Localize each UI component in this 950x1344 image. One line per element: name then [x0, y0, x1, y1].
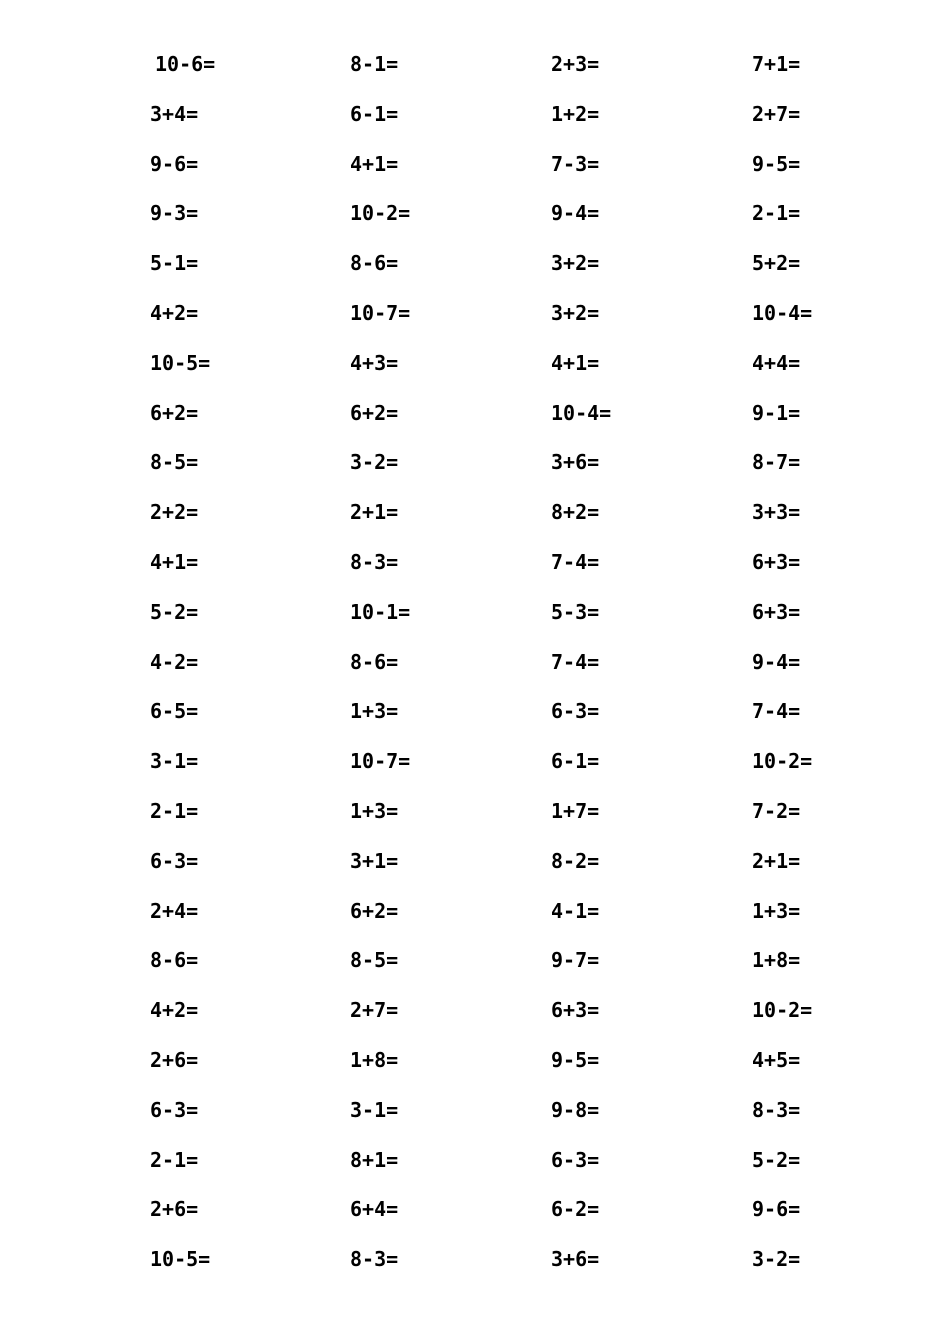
math-problem: 4+1=: [150, 550, 199, 574]
math-problem: 9-5=: [752, 151, 801, 176]
math-problem: 7-4=: [752, 699, 801, 724]
math-problem: 7-4=: [551, 550, 600, 574]
math-problem: 8-6=: [150, 948, 199, 973]
math-problem: 1+8=: [752, 948, 801, 973]
math-problem: 6+2=: [350, 400, 399, 425]
math-problem: 8+1=: [350, 1147, 399, 1172]
math-problem: 2+4=: [150, 898, 199, 923]
math-problem: 4+5=: [752, 1048, 801, 1072]
math-problem: 5-2=: [150, 599, 199, 624]
math-problem: 7-2=: [752, 799, 801, 823]
math-problem: 9-6=: [150, 151, 199, 176]
math-problem: 3-2=: [752, 1247, 801, 1272]
math-problem: 9-7=: [551, 948, 600, 973]
math-problem: 9-4=: [752, 649, 801, 674]
math-problem: 4-1=: [551, 898, 600, 923]
math-problem: 5+2=: [752, 251, 801, 276]
math-problem: 5-2=: [752, 1147, 801, 1172]
math-problem: 8-5=: [150, 450, 199, 475]
math-problem: 7+1=: [752, 52, 801, 76]
math-problem: 6+3=: [752, 599, 801, 624]
math-problem: 3+3=: [752, 500, 801, 525]
math-problem: 9-5=: [551, 1048, 600, 1072]
math-problem: 4+3=: [350, 350, 399, 375]
math-problem: 1+3=: [752, 898, 801, 923]
math-problem: 4+2=: [150, 301, 199, 325]
math-problem: 10-7=: [350, 301, 411, 325]
math-problem: 2-1=: [150, 1147, 199, 1172]
math-problem: 3+6=: [551, 1247, 600, 1272]
math-problem: 7-4=: [551, 649, 600, 674]
math-problem: 8+2=: [551, 500, 600, 525]
math-problem: 6-3=: [150, 1097, 199, 1122]
math-problem: 1+3=: [350, 699, 399, 724]
math-problem: 8-7=: [752, 450, 801, 475]
math-problem: 3-1=: [350, 1097, 399, 1122]
math-problem: 4-2=: [150, 649, 199, 674]
math-problem: 2-1=: [752, 201, 801, 226]
math-problem: 7-3=: [551, 151, 600, 176]
math-problem: 10-4=: [551, 400, 612, 425]
math-problem: 8-3=: [350, 550, 399, 574]
math-problem: 2+1=: [350, 500, 399, 525]
math-problem: 9-4=: [551, 201, 600, 226]
math-problem: 3+6=: [551, 450, 600, 475]
math-problem: 10-5=: [150, 350, 211, 375]
math-problem: 4+2=: [150, 998, 199, 1023]
math-problem: 2+6=: [150, 1048, 199, 1072]
math-problem: 6-5=: [150, 699, 199, 724]
math-problem: 1+2=: [551, 101, 600, 126]
math-problem: 10-6=: [155, 52, 216, 76]
math-problem: 8-6=: [350, 649, 399, 674]
math-problem: 3+2=: [551, 301, 600, 325]
math-problem: 3+2=: [551, 251, 600, 276]
math-problem: 9-6=: [752, 1197, 801, 1222]
math-problem: 6+3=: [752, 550, 801, 574]
math-problem: 1+7=: [551, 799, 600, 823]
math-problem: 8-3=: [752, 1097, 801, 1122]
math-problem: 6-3=: [551, 699, 600, 724]
math-problem: 8-5=: [350, 948, 399, 973]
math-problem: 6-1=: [551, 749, 600, 774]
math-problem: 8-2=: [551, 848, 600, 873]
math-problem: 6+4=: [350, 1197, 399, 1222]
math-problem: 2+1=: [752, 848, 801, 873]
math-problem: 10-2=: [752, 998, 813, 1023]
math-problem: 2+6=: [150, 1197, 199, 1222]
math-problem: 2+2=: [150, 500, 199, 525]
math-problem: 3-1=: [150, 749, 199, 774]
math-problem: 10-2=: [350, 201, 411, 226]
math-problem: 4+1=: [551, 350, 600, 375]
math-problem: 10-7=: [350, 749, 411, 774]
math-problem: 6-3=: [551, 1147, 600, 1172]
math-problem: 2+3=: [551, 52, 600, 76]
math-problem: 6-1=: [350, 101, 399, 126]
math-problem: 10-1=: [350, 599, 411, 624]
math-problem: 2-1=: [150, 799, 199, 823]
math-problem: 8-1=: [350, 52, 399, 76]
math-problem: 10-4=: [752, 301, 813, 325]
math-problem: 8-6=: [350, 251, 399, 276]
math-problem: 8-3=: [350, 1247, 399, 1272]
math-problem: 3-2=: [350, 450, 399, 475]
math-problem: 5-3=: [551, 599, 600, 624]
math-problem: 10-2=: [752, 749, 813, 774]
math-problem: 1+3=: [350, 799, 399, 823]
math-problem: 10-5=: [150, 1247, 211, 1272]
math-problem: 4+4=: [752, 350, 801, 375]
math-problem: 6+2=: [350, 898, 399, 923]
math-problem: 6+3=: [551, 998, 600, 1023]
math-problem: 5-1=: [150, 251, 199, 276]
math-problem: 3+1=: [350, 848, 399, 873]
math-problem: 6-3=: [150, 848, 199, 873]
math-problem: 9-1=: [752, 400, 801, 425]
math-problem: 9-3=: [150, 201, 199, 226]
math-problem: 1+8=: [350, 1048, 399, 1072]
math-problem: 3+4=: [150, 101, 199, 126]
math-problem: 9-8=: [551, 1097, 600, 1122]
math-problem: 2+7=: [350, 998, 399, 1023]
math-problem: 6-2=: [551, 1197, 600, 1222]
math-problem: 2+7=: [752, 101, 801, 126]
math-problem: 4+1=: [350, 151, 399, 176]
math-problem: 6+2=: [150, 400, 199, 425]
